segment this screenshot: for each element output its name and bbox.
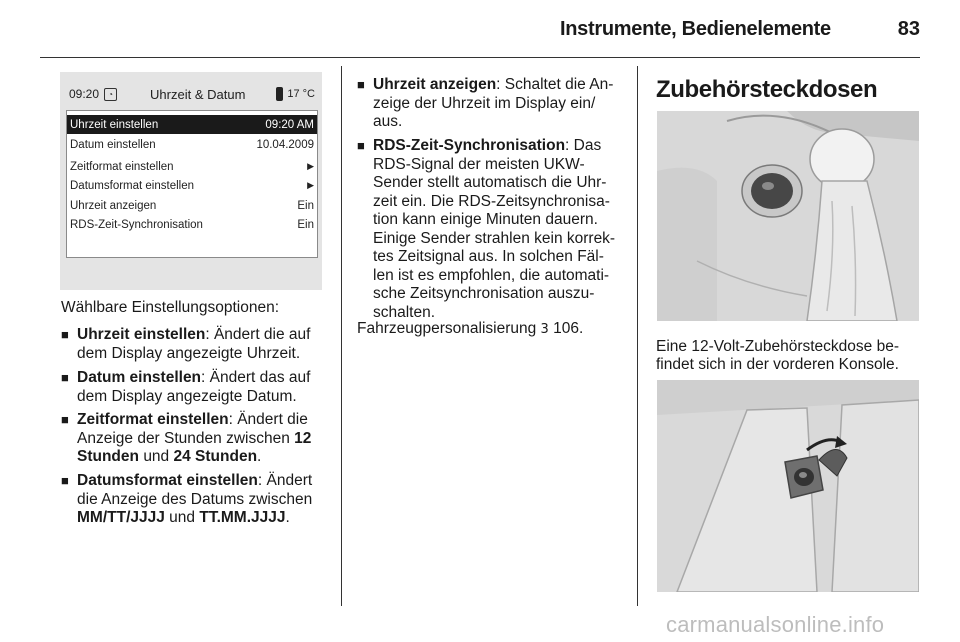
bullet-icon: ■ xyxy=(357,77,365,92)
bullet-icon: ■ xyxy=(357,138,365,153)
bullet-icon: ■ xyxy=(61,370,69,385)
watermark: carmanualsonline.info xyxy=(666,612,885,637)
menu-row-datum-einstellen: Datum einstellen 10.04.2009 xyxy=(70,138,314,151)
display-screen xyxy=(66,86,318,258)
column-divider xyxy=(341,66,342,606)
section-heading: Zubehörsteckdosen xyxy=(656,76,878,103)
display-status-bar xyxy=(67,81,317,107)
list-item: ■ Zeitformat einstellen: Ändert die Anzeige der Stunden zwischen 12 Stunden und 24 Stunden. xyxy=(61,411,312,465)
menu-row-datumsformat-einstellen: Datumsformat einstellen ▶ xyxy=(70,179,314,192)
display-illustration xyxy=(60,72,322,290)
page-number: 83 xyxy=(897,18,920,40)
menu-row-rds-zeit-synchronisation: RDS-Zeit-Synchronisation Ein xyxy=(70,218,314,231)
chevron-right-icon: ▶ xyxy=(307,180,314,190)
list-item: ■ Datumsformat einstellen: Ändert die Anzeige des Datums zwischen MM/TT/JJJJ und TT.MM.JJJJ. xyxy=(61,472,313,526)
gear-shift-socket-photo xyxy=(657,111,919,321)
menu-row-uhrzeit-anzeigen: Uhrzeit anzeigen Ein xyxy=(70,199,314,212)
thermometer-icon xyxy=(276,87,283,101)
list-item: ■ Uhrzeit anzeigen: Schaltet die An- zeige der Uhrzeit im Display ein/ aus. xyxy=(357,76,614,130)
menu-row-uhrzeit-einstellen: Uhrzeit einstellen 09:20 AM xyxy=(67,115,317,134)
display-clock: 09:20 xyxy=(69,87,100,101)
bullet-icon: ■ xyxy=(61,327,69,342)
bullet-icon: ■ xyxy=(61,412,69,427)
header-rule xyxy=(40,57,920,58)
chevron-right-icon: ▶ xyxy=(307,161,314,171)
list-item: ■ RDS-Zeit-Synchronisation: Das RDS-Signal der meisten UKW- Sender stellt automatisch die Uhr- zeit ein. Die RDS-Zeitsynchronisa- tion kann einige Minuten dauern. Einige Sender strahlen kein korrek- tes Zeitsignal aus. In solchen Fäl- len ist es empfohlen, die automati- sche Zeitsynchronisation auszu- schalten. xyxy=(357,137,616,321)
reference-arrow-icon: 3 xyxy=(540,322,549,337)
display-temperature: 17 °C xyxy=(287,88,315,100)
list-item: ■ Datum einstellen: Ändert das auf dem Display angezeigte Datum. xyxy=(61,369,311,405)
menu-row-zeitformat-einstellen: Zeitformat einstellen ▶ xyxy=(70,160,314,173)
console-socket-photo xyxy=(657,380,919,592)
cross-reference[interactable]: Fahrzeugpersonalisierung 3 106. xyxy=(357,320,584,337)
header-title: Instrumente, Bedienelemente xyxy=(560,18,831,40)
list-item: ■ Uhrzeit einstellen: Ändert die auf dem Display angezeigte Uhrzeit. xyxy=(61,326,311,362)
display-title: Uhrzeit & Datum xyxy=(150,86,246,102)
bullet-icon: ■ xyxy=(61,473,69,488)
console-socket-illustration xyxy=(657,380,919,592)
gear-shift-socket-illustration xyxy=(657,111,919,321)
intro-text: Wählbare Einstellungsoptionen: xyxy=(61,299,279,316)
clock-icon: ◔ xyxy=(104,88,117,101)
